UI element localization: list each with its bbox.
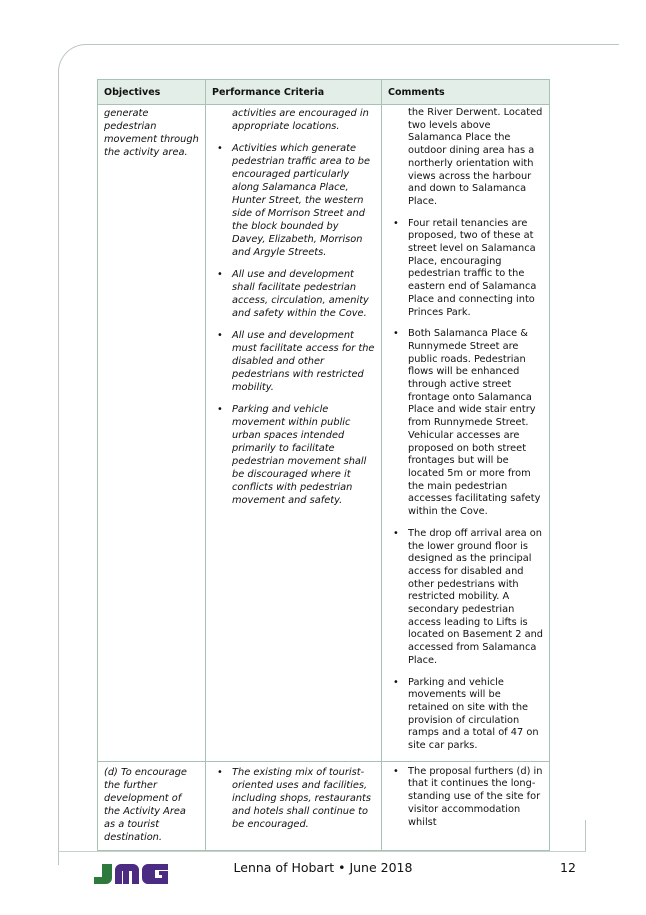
planning-table [97, 79, 550, 851]
table-row [98, 761, 550, 850]
list-item: • The drop off arrival area on the lower ground floor is designed as the principal access for disabled and other pedestrians with restricted mobility. A secondary pedestrian access leading to Lifts is located on Basement 2 and accessed from Salamanca Place. [408, 528, 543, 668]
page-number: 12 [560, 860, 576, 875]
header-comments: Comments [382, 80, 550, 105]
list-item: • Both Salamanca Place & Runnymede Street are public roads. Pedestrian flows will be enhanced through active street frontage onto Salamanca Place and wide stair entry from Runnymede Street. Vehicular accesses are proposed on both street frontages but will be located 5m or more from the main pedestrian accesses facilitating safety within the Cove. [408, 328, 543, 519]
comments-cell [382, 761, 550, 850]
comments-cell [382, 105, 550, 762]
objective-text: generate pedestrian movement through the activity area. [104, 108, 199, 158]
list-item: • Parking and vehicle movement within public urban spaces intended primarily to facilitate pedestrian movement shall be discouraged where it conflicts with pedestrian movement and safety. [232, 403, 375, 507]
objective-cell [98, 105, 206, 762]
list-item: • All use and development shall facilitate pedestrian access, circulation, amenity and safety within the Cove. [232, 268, 375, 320]
table-row [98, 105, 550, 762]
criteria-continuation: activities are encouraged in appropriate locations. [232, 108, 369, 132]
criteria-list [212, 142, 375, 507]
footer-title: Lenna of Hobart • June 2018 [233, 860, 413, 875]
comments-continuation: the River Derwent. Located two levels above Salamanca Place the outdoor dining area has a northerly orientation with views across the harbour and down to Salamanca Place. [408, 107, 543, 207]
footer-divider [58, 851, 586, 852]
comments-list [388, 218, 543, 753]
page-frame-edge [585, 820, 586, 852]
objective-text: (d) To encourage the further development of the Activity Area as a tourist destination. [104, 766, 187, 843]
objective-cell [98, 761, 206, 850]
header-objectives: Objectives [98, 80, 206, 105]
list-item: • The existing mix of tourist-oriented uses and facilities, including shops, restaurants and hotels shall continue to be encouraged. [232, 766, 375, 831]
list-item: • Parking and vehicle movements will be retained on site with the provision of circulation ramps and a total of 47 on site car parks. [408, 677, 543, 753]
list-item: • Activities which generate pedestrian traffic area to be encouraged particularly along Salamanca Place, Hunter Street, the western side of Morrison Street and the block bounded by Davey, Elizabeth, Morrison and Argyle Streets. [232, 142, 375, 259]
table-header-row [98, 80, 550, 105]
criteria-cell [206, 761, 382, 850]
list-item: • All use and development must facilitate access for the disabled and other pedestrians with restricted mobility. [232, 329, 375, 394]
criteria-list [212, 766, 375, 831]
list-item: • Four retail tenancies are proposed, two of these at street level on Salamanca Place, encouraging pedestrian traffic to the eastern end of Salamanca Place and connecting into Princes Park. [408, 218, 543, 320]
criteria-cell [206, 105, 382, 762]
header-performance-criteria: Performance Criteria [206, 80, 382, 105]
list-item: • The proposal furthers (d) in that it continues the long-standing use of the site for visitor accommodation whilst [408, 766, 543, 830]
comments-list [388, 766, 543, 830]
